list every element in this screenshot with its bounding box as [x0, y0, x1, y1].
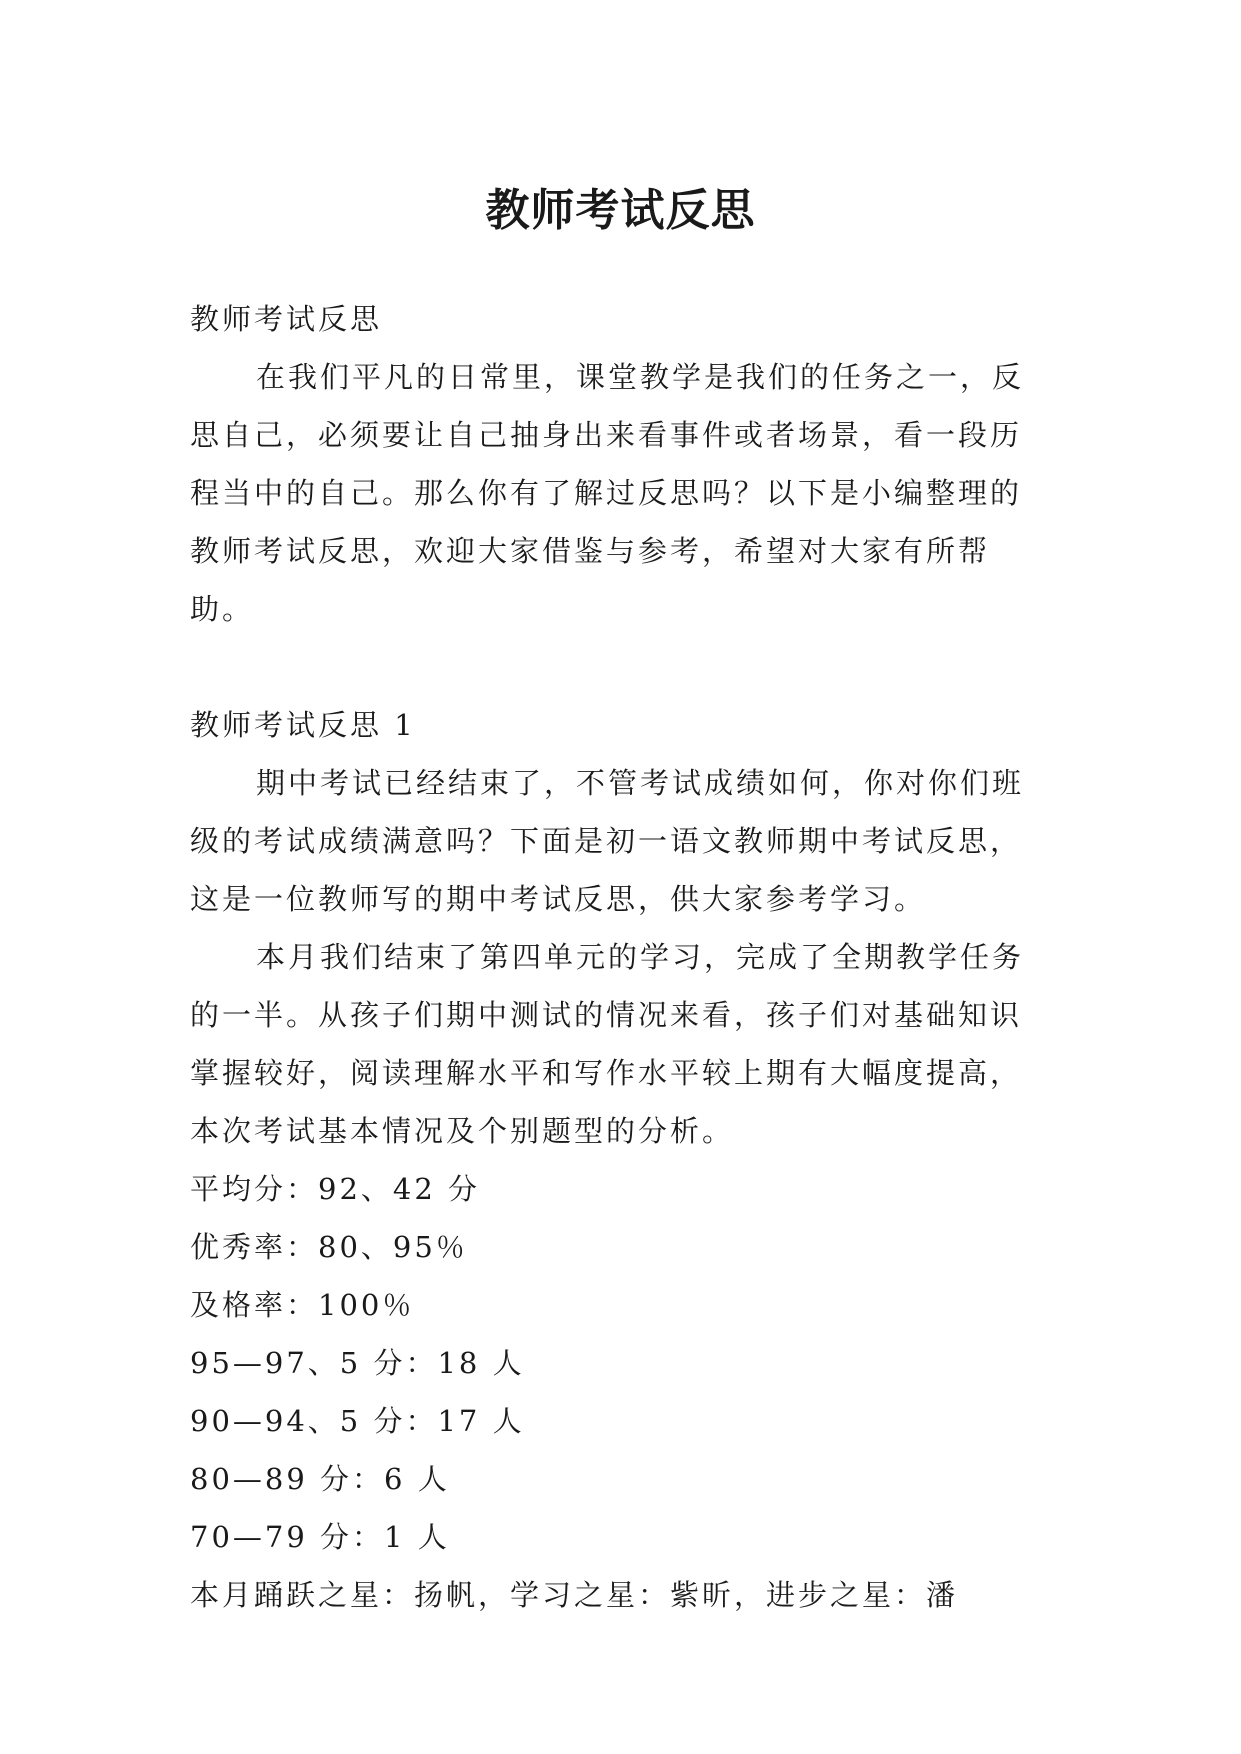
- stat-range-80-89: 80—89 分：6 人: [190, 1462, 450, 1496]
- stat-range-90-94: 90—94、5 分：17 人: [190, 1404, 525, 1438]
- stat-pass-rate: 及格率：100％: [190, 1288, 415, 1322]
- stat-average-score: 平均分：92、42 分: [190, 1172, 481, 1206]
- section1-paragraph-1: 期中考试已经结束了，不管考试成绩如何，你对你们班级的考试成绩满意吗？下面是初一语文教师期中考试反思，这是一位教师写的期中考试反思，供大家参考学习。: [190, 766, 1025, 916]
- intro-paragraph: 在我们平凡的日常里，课堂教学是我们的任务之一，反思自己，必须要让自己抽身出来看事件或者场景，看一段历程当中的自己。那么你有了解过反思吗？以下是小编整理的教师考试反思，欢迎大家借鉴与参考，希望对大家有所帮助。: [190, 360, 1025, 626]
- stars-line: 本月踊跃之星：扬帆，学习之星：紫昕，进步之星：潘: [190, 1578, 959, 1612]
- document-body: [190, 290, 1052, 1624]
- section-spacer: [190, 638, 1052, 696]
- document-title: 教师考试反思: [485, 185, 756, 237]
- stat-range-70-79: 70—79 分：1 人: [190, 1520, 450, 1554]
- intro-heading: 教师考试反思: [190, 302, 383, 336]
- section1-heading: 教师考试反思 1: [190, 708, 416, 742]
- section1-paragraph-2: 本月我们结束了第四单元的学习，完成了全期教学任务的一半。从孩子们期中测试的情况来看，孩子们对基础知识掌握较好，阅读理解水平和写作水平较上期有大幅度提高，本次考试基本情况及个别题型的分析。: [190, 940, 1025, 1148]
- stat-range-95-97: 95—97、5 分：18 人: [190, 1346, 525, 1380]
- stat-excellence-rate: 优秀率：80、95％: [190, 1230, 468, 1264]
